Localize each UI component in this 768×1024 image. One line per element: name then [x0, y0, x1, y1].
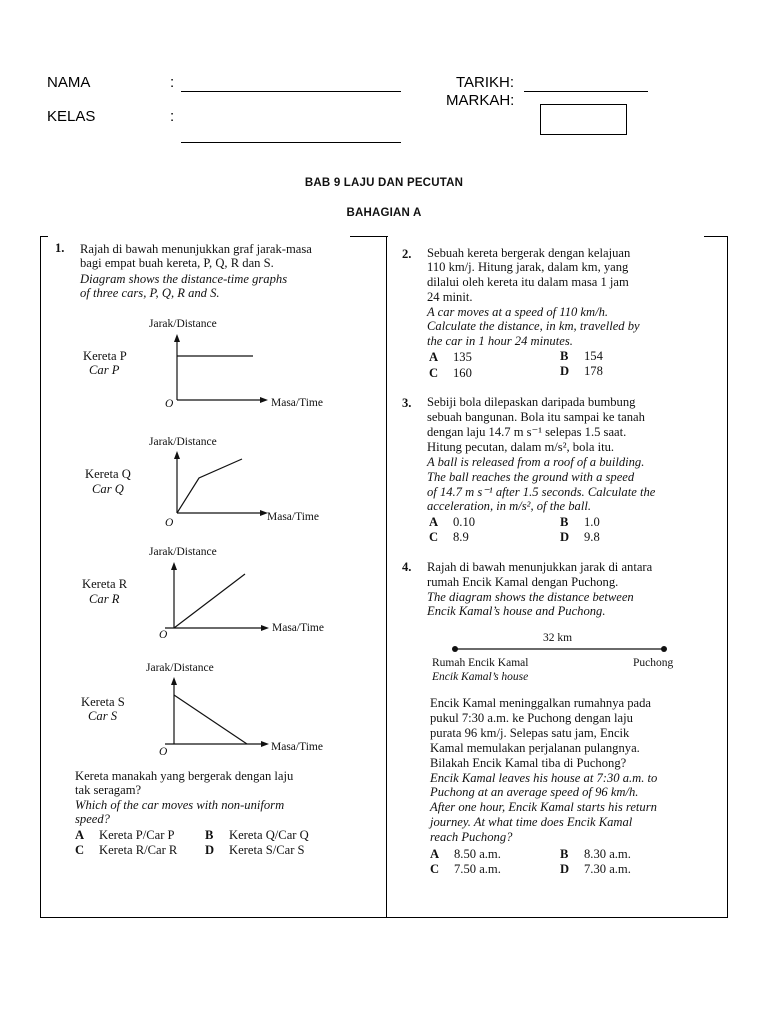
q1-question-line4: speed? [75, 812, 110, 826]
graph-q-origin: O [165, 517, 174, 529]
q1-text-line2: bagi empat buah kereta, P, Q, R dan S. [80, 256, 274, 270]
q1-question-line3: Which of the car moves with non-uniform [75, 798, 285, 812]
q1-option-b[interactable]: B Kereta Q/Car Q [205, 828, 309, 842]
q4-distance-diagram [450, 643, 670, 655]
q4-diagram-left-ms: Rumah Encik Kamal [432, 657, 529, 669]
markah-label: MARKAH: [446, 92, 515, 109]
q3-option-c[interactable]: C 8.9 [429, 530, 469, 544]
q4-number: 4. [402, 560, 412, 574]
q1-text-line4: of three cars, P, Q, R and S. [80, 286, 220, 300]
column-divider [386, 236, 387, 918]
frame-top-right-tick [704, 236, 728, 237]
q1-question-line1: Kereta manakah yang bergerak dengan laju [75, 769, 294, 783]
frame-left [40, 236, 41, 918]
graph-q-y-label: Jarak/Distance [149, 436, 217, 448]
graph-r-x-label: Masa/Time [272, 622, 324, 634]
q1-number: 1. [55, 241, 65, 255]
nama-label: NAMA [47, 74, 91, 91]
q3-text-line6: The ball reaches the ground with a speed [427, 470, 635, 484]
q4-option-a[interactable]: A 8.50 a.m. [430, 847, 501, 861]
q1-question-line2: tak seragam? [75, 783, 142, 797]
q3-option-b[interactable]: B 1.0 [560, 515, 600, 529]
q3-option-d[interactable]: D 9.8 [560, 530, 600, 544]
q4-diagram-distance: 32 km [543, 632, 573, 644]
q4-text-line2: rumah Encik Kamal dengan Puchong. [427, 575, 619, 589]
q3-text-line7: of 14.7 m s⁻¹ after 1.5 seconds. Calculate the [427, 485, 656, 499]
q2-option-a[interactable]: A 135 [429, 350, 472, 364]
q4-diagram-right: Puchong [633, 657, 674, 669]
graph-p-car-ms: Kereta P [83, 349, 127, 363]
q3-text-line3: dengan laju 14.7 m s⁻¹ selepas 1.5 saat. [427, 425, 627, 439]
q3-text-line8: acceleration, in m/s², of the ball. [427, 499, 591, 513]
q4-text-line3: The diagram shows the distance between [427, 590, 634, 604]
q2-option-c[interactable]: C 160 [429, 366, 472, 380]
graph-p-origin: O [165, 398, 174, 410]
q4-text-line4: Encik Kamal’s house and Puchong. [427, 604, 606, 618]
q2-text-line1: Sebuah kereta bergerak dengan kelajuan [427, 246, 631, 260]
q2-number: 2. [402, 247, 412, 261]
section-title: BAHAGIAN A [346, 207, 422, 219]
nama-colon: : [170, 74, 175, 91]
graph-r-plot [163, 562, 273, 632]
graph-q-line [177, 459, 242, 513]
graph-p-y-arrow [174, 334, 180, 342]
graph-p-y-label: Jarak/Distance [149, 318, 217, 330]
markah-box[interactable] [540, 104, 627, 135]
q4-para-line10: reach Puchong? [430, 830, 513, 844]
graph-s-car-ms: Kereta S [81, 695, 125, 709]
graph-q-x-label: Masa/Time [267, 511, 319, 523]
q3-number: 3. [402, 396, 412, 410]
graph-q-plot [170, 451, 270, 521]
q4-para-line8: After one hour, Encik Kamal starts his return [430, 800, 657, 814]
graph-p-plot [170, 334, 270, 404]
q3-text-line5: A ball is released from a roof of a building. [427, 455, 645, 469]
q4-para-line6: Encik Kamal leaves his house at 7:30 a.m. to [430, 771, 658, 785]
q4-para-line1: Encik Kamal meninggalkan rumahnya pada [430, 696, 652, 710]
q2-text-line5: A car moves at a speed of 110 km/h. [427, 305, 609, 319]
frame-top-middle [350, 236, 388, 237]
q3-text-line2: sebuah bangunan. Bola itu sampai ke tanah [427, 410, 645, 424]
q2-text-line3: dilalui oleh kereta itu dalam masa 1 jam [427, 275, 629, 289]
graph-s-car-en: Car S [88, 709, 118, 723]
graph-r-car-en: Car R [89, 592, 120, 606]
graph-s-origin: O [159, 746, 168, 758]
q4-puchong-point [661, 646, 667, 652]
q1-option-a[interactable]: A Kereta P/Car P [75, 828, 175, 842]
tarikh-field[interactable] [524, 91, 648, 92]
q4-diagram-left-en: Encik Kamal’s house [432, 671, 529, 683]
q1-option-c[interactable]: C Kereta R/Car R [75, 843, 178, 857]
graph-s-line [174, 695, 247, 744]
chapter-title: BAB 9 LAJU DAN PECUTAN [304, 177, 464, 189]
q3-text-line1: Sebiji bola dilepaskan daripada bumbung [427, 395, 636, 409]
graph-s-x-label: Masa/Time [271, 741, 323, 753]
graph-r-origin: O [159, 629, 168, 641]
q4-para-line7: Puchong at an average speed of 96 km/h. [430, 785, 639, 799]
kelas-label: KELAS [47, 108, 96, 125]
q4-option-d[interactable]: D 7.30 a.m. [560, 862, 631, 876]
q4-option-c[interactable]: C 7.50 a.m. [430, 862, 501, 876]
graph-s-plot [163, 677, 273, 747]
q4-option-b[interactable]: B 8.30 a.m. [560, 847, 631, 861]
q3-option-a[interactable]: A 0.10 [429, 515, 476, 529]
graph-q-car-en: Car Q [92, 482, 124, 496]
graph-s-y-label: Jarak/Distance [146, 662, 214, 674]
q1-text-line3: Diagram shows the distance-time graphs [80, 272, 288, 286]
q4-para-line9: journey. At what time does Encik Kamal [430, 815, 633, 829]
q2-text-line2: 110 km/j. Hitung jarak, dalam km, yang [427, 260, 629, 274]
q4-para-line4: Kamal memulakan perjalanan pulangnya. [430, 741, 640, 755]
q4-house-point [452, 646, 458, 652]
graph-p-x-label: Masa/Time [271, 397, 323, 409]
graph-r-line [174, 574, 245, 628]
q2-option-d[interactable]: D 178 [560, 364, 603, 378]
q4-para-line3: purata 96 km/j. Selepas satu jam, Encik [430, 726, 630, 740]
q2-text-line4: 24 minit. [427, 290, 473, 304]
graph-r-car-ms: Kereta R [82, 577, 128, 591]
q4-para-line5: Bilakah Encik Kamal tiba di Puchong? [430, 756, 627, 770]
nama-field[interactable] [181, 91, 401, 92]
frame-right [727, 236, 728, 918]
graph-p-x-arrow [260, 397, 268, 403]
q4-text-line1: Rajah di bawah menunjukkan jarak di antara [427, 560, 653, 574]
frame-top-left-tick [40, 236, 48, 237]
q2-option-b[interactable]: B 154 [560, 349, 603, 363]
q2-text-line7: the car in 1 hour 24 minutes. [427, 334, 573, 348]
q3-text-line4: Hitung pecutan, dalam m/s², bola itu. [427, 440, 615, 454]
frame-bottom [40, 917, 728, 918]
graph-p-car-en: Car P [89, 363, 120, 377]
kelas-field[interactable] [181, 142, 401, 143]
q2-text-line6: Calculate the distance, in km, travelled by [427, 319, 640, 333]
graph-q-car-ms: Kereta Q [85, 467, 131, 481]
q1-text-line1: Rajah di bawah menunjukkan graf jarak-masa [80, 242, 312, 256]
tarikh-label: TARIKH: [456, 74, 515, 91]
q1-option-d[interactable]: D Kereta S/Car S [205, 843, 305, 857]
q4-para-line2: pukul 7:30 a.m. ke Puchong dengan laju [430, 711, 633, 725]
kelas-colon: : [170, 108, 175, 125]
graph-r-y-label: Jarak/Distance [149, 546, 217, 558]
